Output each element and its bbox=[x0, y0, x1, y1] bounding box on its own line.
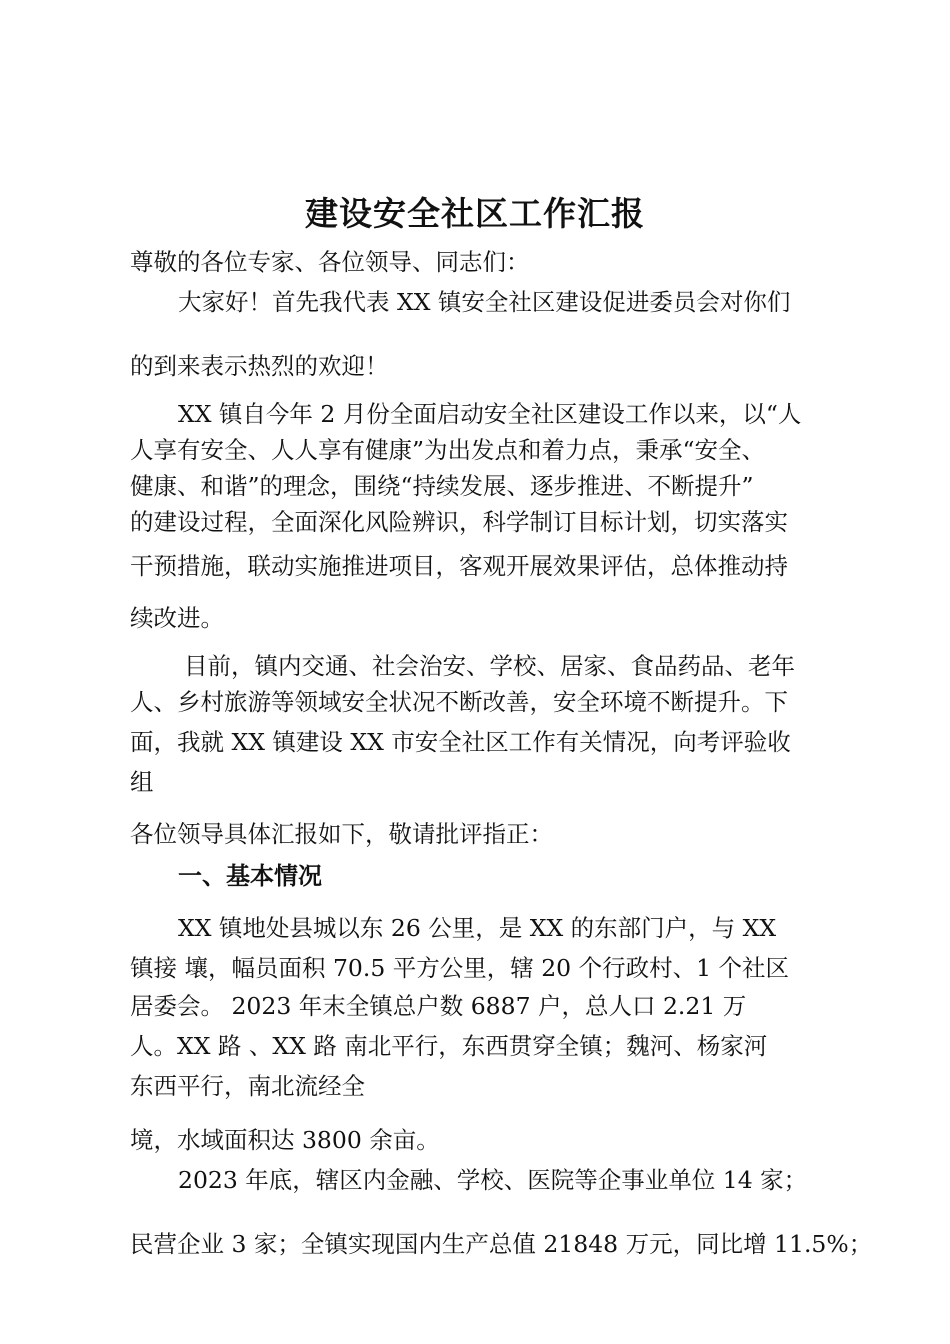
paragraph-line: 各位领导具体汇报如下，敬请批评指正： bbox=[130, 820, 553, 848]
section-heading: 一、基本情况 bbox=[178, 862, 322, 890]
paragraph-line: 2023 年底，辖区内金融、学校、医院等企事业单位 14 家； bbox=[178, 1166, 808, 1194]
paragraph-line: 健康、和谐”的理念，围绕“持续发展、逐步推进、不断提升” bbox=[130, 472, 754, 500]
salutation-line: 尊敬的各位专家、各位领导、同志们： bbox=[130, 248, 530, 276]
paragraph-line: 的到来表示热烈的欢迎！ bbox=[130, 352, 389, 380]
paragraph-line: 人、乡村旅游等领域安全状况不断改善，安全环境不断提升。下 bbox=[130, 688, 788, 716]
paragraph-line: 组 bbox=[130, 768, 154, 796]
paragraph-line: 干预措施，联动实施推进项目，客观开展效果评估，总体推动持 bbox=[130, 552, 788, 580]
document-title: 建设安全社区工作汇报 bbox=[305, 194, 645, 233]
paragraph-line: 大家好！首先我代表 XX 镇安全社区建设促进委员会对你们 bbox=[178, 288, 791, 316]
paragraph-line: 东西平行，南北流经全 bbox=[130, 1072, 365, 1100]
paragraph-line: 目前，镇内交通、社会治安、学校、居家、食品药品、老年 bbox=[184, 652, 795, 680]
paragraph-line: XX 镇地处县城以东 26 公里，是 XX 的东部门户，与 XX bbox=[178, 914, 777, 942]
paragraph-line: 人。XX 路 、XX 路 南北平行，东西贯穿全镇；魏河、杨家河 bbox=[130, 1032, 768, 1060]
paragraph-line: 的建设过程，全面深化风险辨识，科学制订目标计划，切实落实 bbox=[130, 508, 788, 536]
paragraph-line: 续改进。 bbox=[130, 604, 224, 632]
paragraph-line: 面，我就 XX 镇建设 XX 市安全社区工作有关情况，向考评验收 bbox=[130, 728, 791, 756]
paragraph-line: 人享有安全、人人享有健康”为出发点和着力点，秉承“安全、 bbox=[130, 436, 766, 464]
paragraph-line: XX 镇自今年 2 月份全面启动安全社区建设工作以来，以“人 bbox=[178, 400, 802, 428]
paragraph-line: 民营企业 3 家；全镇实现国内生产总值 21848 万元，同比增 11.5%； bbox=[130, 1230, 873, 1258]
paragraph-line: 居委会。 2023 年末全镇总户数 6887 户，总人口 2.21 万 bbox=[130, 992, 747, 1020]
paragraph-line: 境，水域面积达 3800 余亩。 bbox=[130, 1126, 440, 1154]
paragraph-line: 镇接 壤，幅员面积 70.5 平方公里，辖 20 个行政村、1 个社区 bbox=[130, 954, 789, 982]
